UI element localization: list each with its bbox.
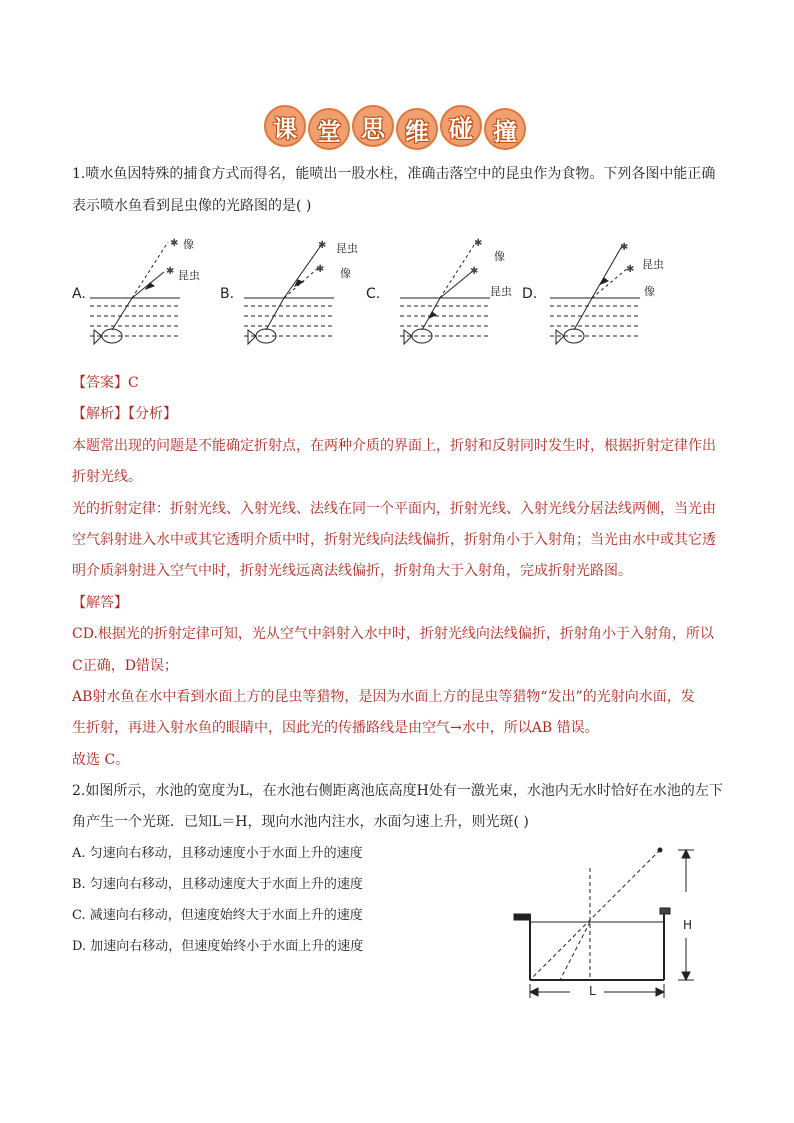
q1-stem-line2: 表示喷水鱼看到昆虫像的光路图的是( ) [72,198,312,214]
q1-diagram-c [396,228,496,356]
section-title-banner [264,105,532,151]
svg-text:✱: ✱ [470,266,479,277]
q2-width-label: L [589,984,596,998]
svg-text:✱: ✱ [166,266,175,277]
svg-text:✱: ✱ [316,264,325,275]
q1-c-insect-label: 昆虫 [490,285,512,298]
q1-a-insect-label: 昆虫 [178,269,200,282]
title-char: 撞 [484,108,526,150]
q1-diagram-b [240,228,340,356]
q1-analysis-line: 本题常出现的问题是不能确定折射点，在两种介质的界面上，折射和反射同时发生时，根据折射定律作出 [72,438,716,454]
svg-text:✱: ✱ [170,238,179,249]
q1-diagram-d [546,228,646,356]
q2-height-label: H [683,918,693,932]
q1-d-insect-label: 昆虫 [642,258,664,271]
title-char: 课 [264,105,306,147]
q1-analysis-line: 明介质斜射进入空气中时，折射光线远离法线偏折，折射角大于入射角，完成折射光路图。 [72,563,632,579]
svg-text:✱: ✱ [318,240,327,251]
q1-solution-line: AB射水鱼在水中看到水面上方的昆虫等猎物，是因为水面上方的昆虫等猎物“发出”的光射向水面，发 [72,689,695,705]
q1-a-image-label: 像 [183,238,194,251]
title-char: 堂 [308,108,350,150]
title-char: 碰 [440,105,482,147]
svg-text:✱: ✱ [620,242,629,253]
q1-solution-header: 【解答】 [72,595,128,611]
q1-option-b-label: B. [220,286,235,302]
q2-option-d: D. 加速向右移动，但速度始终小于水面上升的速度 [72,939,364,954]
q1-solution-line: CD.根据光的折射定律可知，光从空气中斜射入水中时，折射光线向法线偏折，折射角小于入射角，所以 [72,626,714,642]
q1-conclusion: 故选 C。 [72,752,130,768]
title-char: 维 [396,108,438,150]
q2-option-a: A. 匀速向右移动，且移动速度小于水面上升的速度 [72,846,363,861]
q1-option-a-label: A. [72,286,86,302]
q1-analysis-line: 折射光线。 [72,469,142,485]
q1-option-d-label: D. [522,286,538,302]
q1-stem-line1: 1.喷水鱼因特殊的捕食方式而得名，能喷出一股水柱，准确击落空中的昆虫作为食物。下列各图中能正确 [72,166,716,182]
q2-pool-diagram [510,842,710,1000]
q1-c-image-label: 像 [494,250,505,263]
q1-b-insect-label: 昆虫 [336,242,358,255]
q1-solution-line: 生折射，再进入射水鱼的眼睛中，因此光的传播路线是由空气→水中，所以AB 错误。 [72,720,599,736]
q1-analysis-line: 光的折射定律：折射光线、入射光线、法线在同一个平面内，折射光线、入射光线分居法线两侧，当光由 [72,501,716,517]
q1-d-image-label: 像 [644,285,655,298]
q2-option-c: C. 减速向右移动，但速度始终大于水面上升的速度 [72,908,363,923]
svg-text:✱: ✱ [474,238,483,249]
q1-analysis-line: 空气斜射进入水中或其它透明介质中时，折射光线向法线偏折，折射角小于入射角；当光由水中或其它透 [72,532,716,548]
q2-option-b: B. 匀速向右移动，且移动速度大于水面上升的速度 [72,877,363,892]
q2-stem-line1: 2.如图所示，水池的宽度为L，在水池右侧距离池底高度H处有一激光束，水池内无水时恰好在水池的左下 [72,783,723,799]
q1-answer: 【答案】C [72,375,139,391]
q2-stem-line2: 角产生一个光斑．已知L＝H，现向水池内注水，水面匀速上升，则光斑( ) [72,814,529,830]
q1-option-c-label: C. [366,286,381,302]
title-char: 思 [352,105,394,147]
svg-text:✱: ✱ [626,264,635,275]
q1-b-image-label: 像 [340,267,351,280]
q1-analysis-header: 【解析】【分析】 [72,406,177,422]
q1-solution-line: C正确，D错误； [72,658,178,674]
q1-diagram-a [88,228,188,356]
